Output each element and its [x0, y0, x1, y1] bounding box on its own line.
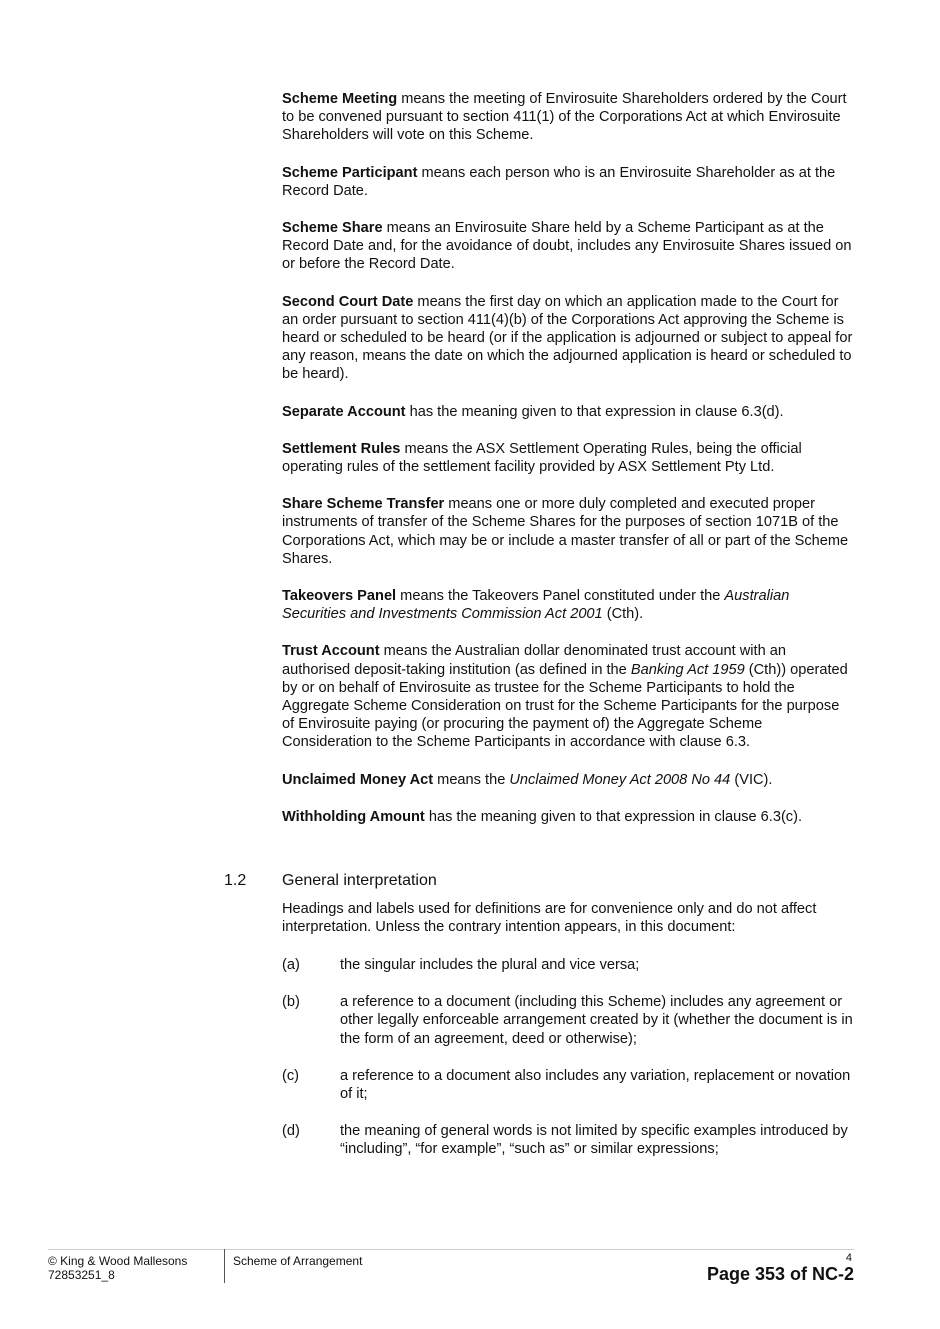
- definition-term: Trust Account: [282, 643, 380, 660]
- definition: Separate Account has the meaning given to that expression in clause 6.3(d).: [282, 403, 784, 420]
- section-number: 1.2: [224, 872, 247, 889]
- definition: Scheme Participant means each person who is an Envirosuite Shareholder as at the Record Date.: [282, 164, 836, 199]
- definition-term: Separate Account: [282, 403, 406, 420]
- footer-doc-number: 72853251_8: [48, 1268, 115, 1282]
- definition-term: Scheme Meeting: [282, 91, 398, 107]
- definition: Settlement Rules means the ASX Settlement Operating Rules, being the official operating rules of the settlement facility provided by ASX Settlement Pty Ltd.: [282, 440, 802, 476]
- act-title: Unclaimed Money Act 2008 No 44: [509, 771, 731, 788]
- interpretation-list: [282, 956, 862, 1178]
- definition-term: Second Court Date: [282, 293, 414, 310]
- footer-page-number: 4: [845, 1252, 852, 1264]
- list-item-text: the meaning of general words is not limited by specific examples introduced by “including”, “for example”, “such as” or similar expressions;: [340, 1123, 848, 1158]
- list-item-text: the singular includes the plural and vice versa;: [340, 957, 640, 973]
- list-item-text: a reference to a document (including this Scheme) includes any agreement or other legally enforceable arrangement created by it (whether the document is in the form of an agreement, deed or otherwise);: [340, 994, 853, 1047]
- footer-firm: © King & Wood Mallesons: [48, 1254, 188, 1268]
- definition: Withholding Amount has the meaning given to that expression in clause 6.3(c).: [282, 808, 803, 825]
- footer-doc-title: Scheme of Arrangement: [233, 1254, 363, 1268]
- act-title: Banking Act 1959: [630, 661, 745, 678]
- definition-term: Scheme Share: [282, 220, 383, 237]
- list-item: [282, 1067, 862, 1103]
- list-item-text: a reference to a document also includes any variation, replacement or novation of it;: [340, 1067, 851, 1103]
- definition-term: Scheme Participant: [282, 164, 418, 181]
- footer-vertical-divider: [224, 1249, 225, 1283]
- footer-divider-line: [48, 1249, 854, 1250]
- definition: Takeovers Panel means the Takeovers Panel constituted under the Australian Securities and Investments Commission Act 2001 (Cth).: [282, 588, 790, 623]
- definition-term: Takeovers Panel: [282, 588, 397, 605]
- list-item-label: (c): [282, 1067, 300, 1084]
- definition-term: Share Scheme Transfer: [282, 496, 445, 513]
- list-item-label: (b): [282, 994, 300, 1011]
- footer-page-stamp: Page 353 of NC-2: [706, 1264, 854, 1284]
- definition: Scheme Meeting means the meeting of Envirosuite Shareholders ordered by the Court to be convened pursuant to section 411(1) of the Corporations Act at which Envirosuite Shareholders will vote on this Scheme.: [282, 91, 847, 144]
- definition: Scheme Share means an Envirosuite Share held by a Scheme Participant as at the Record Date and, for the avoidance of doubt, includes any Envirosuite Shares issued on or before the Record Date.: [282, 220, 852, 273]
- definition: Trust Account means the Australian dollar denominated trust account with an authorised deposit-taking institution (as defined in the Banking Act 1959 (Cth)) operated by or on behalf of Envirosuite as trustee for the Scheme Participants to hold the Aggregate Scheme Consideration on trust for the Scheme Participants for the purpose of Envirosuite paying (or procuring the payment of) the Aggregate Scheme Consideration to the Scheme Participants in accordance with clause 6.3.: [282, 643, 848, 751]
- list-item-label: (a): [282, 957, 300, 973]
- section-title: General interpretation: [282, 872, 437, 889]
- act-title: Australian Securities and Investments Commission Act 2001: [282, 588, 790, 623]
- list-item: [282, 993, 862, 1048]
- list-item: [282, 1122, 862, 1158]
- definition: Unclaimed Money Act means the Unclaimed Money Act 2008 No 44 (VIC).: [282, 771, 773, 788]
- list-item: [282, 956, 862, 974]
- list-item-label: (d): [282, 1123, 300, 1140]
- definition-term: Settlement Rules: [282, 440, 401, 457]
- definition-term: Withholding Amount: [282, 808, 425, 825]
- definitions-list: [282, 90, 854, 845]
- section-intro: Headings and labels used for definitions are for convenience only and do not affect interpretation. Unless the contrary intention appears, in this document:: [282, 901, 817, 936]
- definition-term: Unclaimed Money Act: [282, 771, 434, 788]
- definition: Second Court Date means the first day on which an application made to the Court for an order pursuant to section 411(4)(b) of the Corporations Act approving the Scheme is heard or scheduled to be heard (or if the application is adjourned or subject to appeal for any reason, means the date on which the adjourned application is heard or scheduled to be heard).: [282, 293, 853, 383]
- definition: Share Scheme Transfer means one or more duly completed and executed proper instruments of transfer of the Scheme Shares for the purposes of section 1071B of the Corporations Act, which may be or include a master transfer of all or part of the Scheme Shares.: [282, 496, 849, 567]
